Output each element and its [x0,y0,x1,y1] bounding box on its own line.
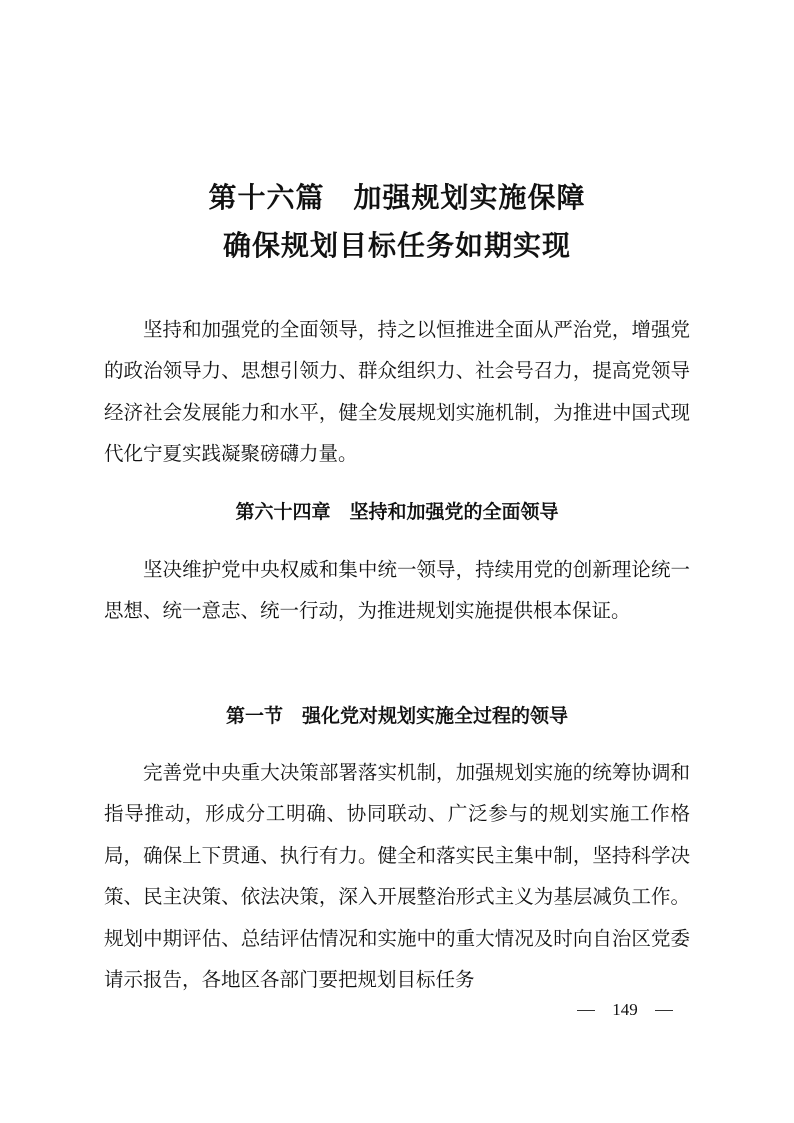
part-title-line2: 确保规划目标任务如期实现 [222,229,571,262]
page-number: 149 [612,1000,638,1019]
right-dash [655,1010,673,1011]
part-title-line1: 第十六篇 加强规划实施保障 [208,181,586,214]
chapter-title: 第六十四章 坚持和加强党的全面领导 [235,501,559,523]
intro-paragraph: 坚持和加强党的全面领导，持之以恒推进全面从严治党，增强党的政治领导力、思想引领力、群众组织力、社会号召力，提高党领导经济社会发展能力和水平，健全发展规划实施机制，为推进中国式现代化宁夏实践凝聚磅礴力量。 [104,318,690,466]
page-number-footer [577,1000,673,1020]
chapter-paragraph: 坚决维护党中央权威和集中统一领导，持续用党的创新理论统一思想、统一意志、统一行动，为推进规划实施提供根本保证。 [104,558,690,623]
section-paragraph: 完善党中央重大决策部署落实机制，加强规划实施的统筹协调和指导推动，形成分工明确、协同联动、广泛参与的规划实施工作格局，确保上下贯通、执行有力。健全和落实民主集中制，坚持科学决策、民主决策、依法决策，深入开展整治形式主义为基层减负工作。规划中期评估、总结评估情况和实施中的重大情况及时向自治区党委请示报告，各地区各部门要把规划目标任务 [104,761,690,992]
left-dash [577,1010,595,1011]
section-title: 第一节 强化党对规划实施全过程的领导 [225,705,568,727]
